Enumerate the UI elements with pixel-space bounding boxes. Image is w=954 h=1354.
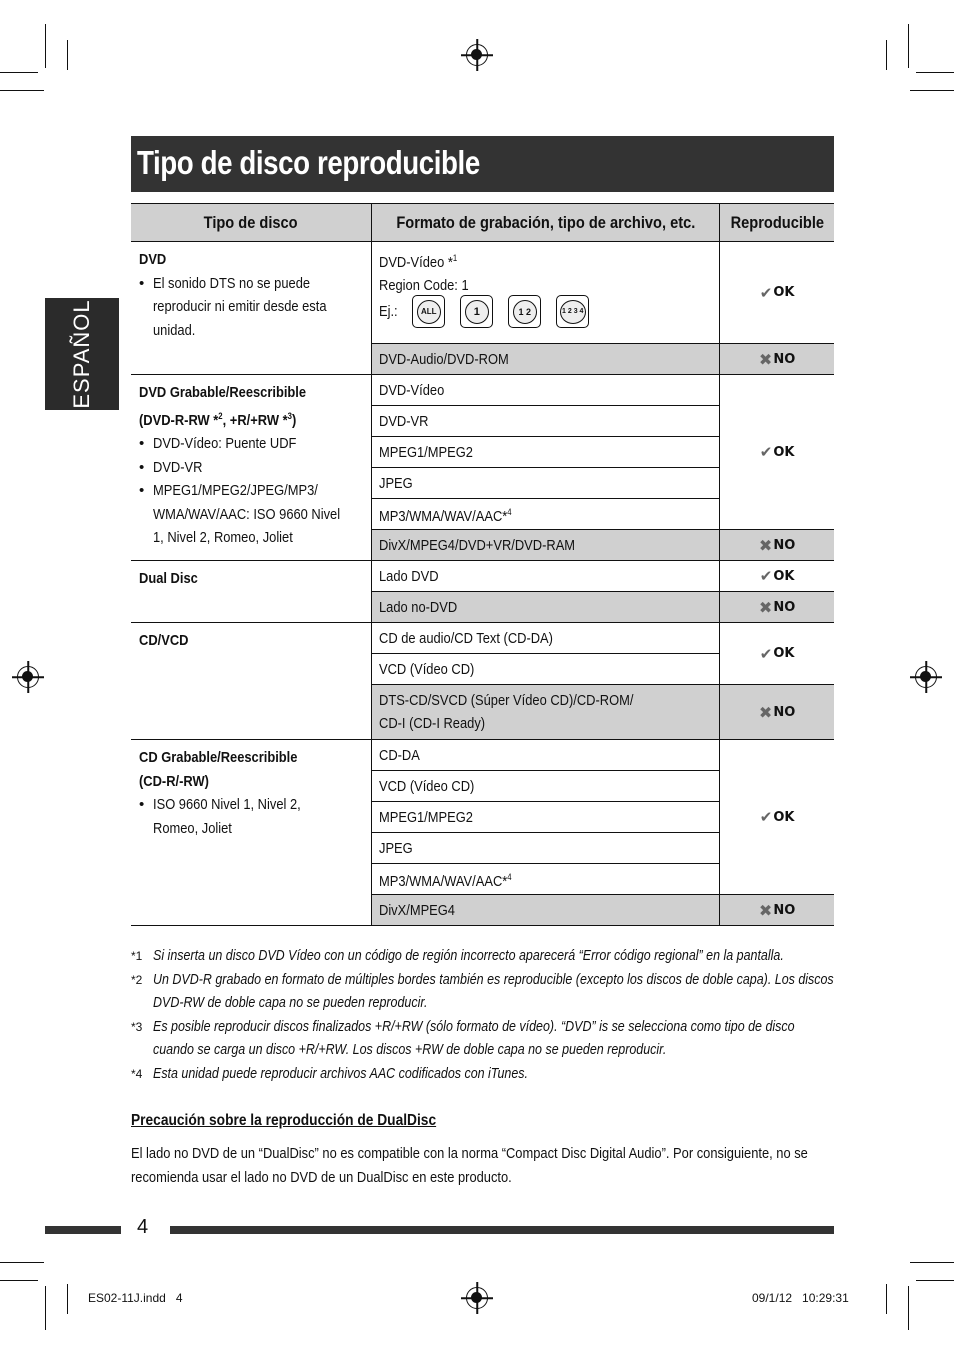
region-1-icon: 1 [460, 295, 493, 328]
region-1-2-icon: 1 2 [508, 295, 541, 328]
crop-mark [45, 24, 46, 68]
check-icon: ✔ [759, 283, 773, 302]
region-all-icon: ALL [412, 295, 445, 328]
format-cell: JPEG [371, 468, 720, 499]
header-disc-type: Tipo de disco [131, 204, 371, 242]
footnote: *2 Un DVD-R grabado en formato de múltiples bordes también es reproducible (excepto los discos de doble capa). Los discos DVD-RW de doble capa no se pueden reproducir. [131, 971, 834, 1011]
format-cell: DivX/MPEG4 [371, 895, 720, 926]
crop-mark [0, 1280, 38, 1281]
slug-file: ES02-11J.indd 4 [88, 1291, 183, 1305]
crop-mark [910, 90, 954, 91]
playable-cell: ✖ NO [720, 344, 834, 375]
cross-icon: ✖ [758, 900, 773, 920]
table-row [131, 561, 834, 592]
crop-mark [916, 1280, 954, 1281]
format-cell: DVD-Audio/DVD-ROM [371, 344, 720, 375]
format-cell: MPEG1/MPEG2 [371, 802, 720, 833]
page-title: Tipo de disco reproducible [137, 144, 480, 181]
registration-mark-icon [466, 1287, 488, 1309]
table-header-row [131, 204, 834, 242]
region-1-2-3-4-icon: 1 2 3 4 [556, 295, 589, 328]
disc-type-cell: Dual Disc [131, 561, 371, 623]
playable-cell: ✔ OK [720, 623, 834, 685]
playable-cell: ✔ OK [720, 242, 834, 344]
footnotes [131, 945, 836, 1086]
slug-date: 09/1/12 10:29:31 [752, 1291, 849, 1305]
playable-cell: ✖ NO [720, 685, 834, 740]
crop-mark [67, 40, 68, 70]
playable-cell: ✖ NO [720, 592, 834, 623]
format-cell: DVD-Vídeo *$^1$ Region Code: 1 Ej.: ALL 1 1 2 1 2 3 4 [371, 242, 720, 344]
page-bar-right [170, 1226, 834, 1234]
disc-type-cell: CD Grabable/Reescribible (CD-R/-RW) • ISO 9660 Nivel 1, Nivel 2, Romeo, Joliet [131, 740, 371, 926]
crop-mark [916, 72, 954, 73]
playable-cell: ✔ OK [720, 375, 834, 530]
language-tab-label: ESPAÑOL [69, 299, 94, 409]
crop-mark [908, 24, 909, 68]
crop-mark [886, 40, 887, 70]
table-row [131, 623, 834, 654]
format-cell: DivX/MPEG4/DVD+VR/DVD-RAM [371, 530, 720, 561]
crop-mark [67, 1284, 68, 1314]
format-cell: CD-DA [371, 740, 720, 771]
footnote: *3 Es posible reproducir discos finalizados +R/+RW (sólo formato de vídeo). “DVD” is se selecciona como tipo de disco cuando se carga un disco +R/+RW. Los discos +RW de doble capa no se pueden reproducir. [131, 1018, 795, 1058]
table-row [131, 375, 834, 406]
format-cell: DVD-VR [371, 406, 720, 437]
disc-type-cell: DVD Grabable/Reescribible (DVD-R-RW *$^2$, +R/+RW *$^3$) • DVD-Vídeo: Puente UDF • DVD-VR • MPEG1/MPEG2/JPEG/MP3/ WMA/WAV/AAC: ISO 9660 Nivel 1, Nivel 2, Romeo, Joliet [131, 375, 371, 561]
check-icon: ✔ [759, 443, 773, 461]
table-row [131, 740, 834, 771]
table-row [131, 242, 834, 344]
registration-mark-icon [17, 666, 39, 688]
playable-cell: ✖ NO [720, 895, 834, 926]
cross-icon: ✖ [758, 702, 773, 722]
page-number: 4 [137, 1216, 149, 1238]
format-cell: Lado no-DVD [371, 592, 720, 623]
check-icon: ✔ [759, 808, 773, 826]
disc-type-cell: CD/VCD [131, 623, 371, 740]
format-cell: DTS-CD/SVCD (Súper Vídeo CD)/CD-ROM/ CD-I (CD-I Ready) [371, 685, 720, 740]
precaution-body: El lado no DVD de un “DualDisc” no es compatible con la norma “Compact Disc Digital Audio”. Por consiguiente, no se recomienda usar el lado no DVD de un DualDisc en este producto. [131, 1145, 808, 1186]
format-cell: MP3/WMA/WAV/AAC*$^4$ [371, 499, 720, 530]
crop-mark [0, 90, 44, 91]
crop-mark [45, 1286, 46, 1330]
playable-cell: ✔ OK [720, 740, 834, 895]
check-icon: ✔ [759, 567, 773, 585]
format-cell: Lado DVD [371, 561, 720, 592]
footnote: *1 Si inserta un disco DVD Vídeo con un código de región incorrecto aparecerá “Error código regional” en la pantalla. [131, 948, 784, 964]
cross-icon: ✖ [758, 349, 773, 369]
format-cell: JPEG [371, 833, 720, 864]
header-playable: Reproducible [720, 204, 834, 242]
crop-mark [908, 1286, 909, 1330]
format-cell: VCD (Vídeo CD) [371, 771, 720, 802]
format-cell: DVD-Vídeo [371, 375, 720, 406]
crop-mark [910, 1262, 954, 1263]
format-cell: CD de audio/CD Text (CD-DA) [371, 623, 720, 654]
crop-mark [886, 1284, 887, 1314]
footnote: *4 Esta unidad puede reproducir archivos AAC codificados con iTunes. [131, 1065, 529, 1082]
disc-type-table [131, 203, 834, 926]
format-cell: MPEG1/MPEG2 [371, 437, 720, 468]
precaution-heading: Precaución sobre la reproducción de DualDisc [131, 1112, 437, 1129]
format-cell: MP3/WMA/WAV/AAC*$^4$ [371, 864, 720, 895]
page-bar-left [45, 1226, 121, 1234]
crop-mark [0, 72, 38, 73]
crop-mark [0, 1262, 44, 1263]
cross-icon: ✖ [758, 535, 773, 555]
playable-cell: ✖ NO [720, 530, 834, 561]
registration-mark-icon [466, 44, 488, 66]
header-format: Formato de grabación, tipo de archivo, etc. [371, 204, 720, 242]
disc-type-cell: DVD • El sonido DTS no se puede reproducir ni emitir desde esta unidad. [131, 242, 371, 375]
playable-cell: ✔ OK [720, 561, 834, 592]
check-icon: ✔ [759, 644, 773, 663]
registration-mark-icon [915, 666, 937, 688]
format-cell: VCD (Vídeo CD) [371, 654, 720, 685]
cross-icon: ✖ [758, 597, 773, 617]
